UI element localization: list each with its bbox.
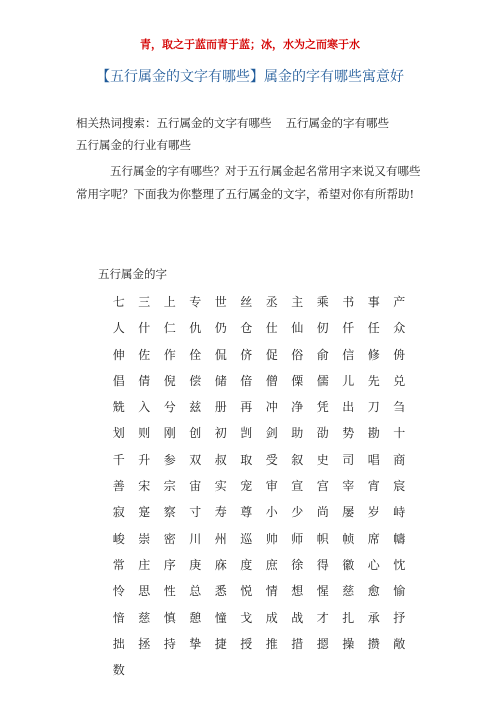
character-cell: 兮 — [163, 400, 176, 415]
character-cell: 性 — [163, 584, 176, 599]
character-cell: 崇 — [138, 531, 151, 546]
character-cell: 岁 — [367, 505, 380, 520]
character-cell: 儿 — [342, 373, 355, 388]
character-cell: 帅 — [265, 531, 278, 546]
character-cell: 宰 — [342, 479, 355, 494]
character-cell: 儒 — [316, 373, 329, 388]
character-cell: 序 — [163, 557, 176, 572]
character-cell: 拙 — [112, 636, 125, 651]
character-cell: 世 — [214, 295, 227, 309]
character-cell: 冲 — [265, 400, 278, 415]
character-cell: 倡 — [112, 373, 125, 388]
character-cell: 双 — [189, 452, 202, 467]
character-cell: 参 — [163, 452, 176, 467]
character-cell: 书 — [342, 295, 355, 309]
character-cell: 攒 — [367, 636, 380, 651]
character-cell: 宣 — [291, 479, 304, 494]
character-cell: 情 — [265, 584, 278, 599]
character-cell: 宠 — [240, 479, 253, 494]
character-cell: 度 — [240, 557, 253, 572]
character-cell: 宗 — [163, 479, 176, 494]
character-cell: 峙 — [393, 505, 406, 520]
character-cell: 宸 — [393, 479, 406, 494]
character-cell: 屡 — [342, 505, 355, 520]
character-cell: 仕 — [265, 321, 278, 336]
character-cell: 刍 — [393, 400, 406, 415]
character-cell: 仓 — [240, 321, 253, 336]
character-cell: 悉 — [214, 584, 227, 599]
character-cell: 帜 — [316, 531, 329, 546]
header-quote: 青，取之于蓝而青于蓝；冰，水为之而寒于水 — [140, 38, 360, 51]
character-cell: 庚 — [189, 557, 202, 572]
character-cell: 憩 — [189, 610, 202, 625]
character-cell: 兑 — [393, 373, 406, 388]
character-cell: 任 — [367, 321, 380, 336]
character-cell: 势 — [342, 426, 355, 441]
intro-paragraph: 五行属金的字有哪些？对于五行属金起名常用字来说又有哪些常用字呢？下面我为你整理了五行属金的文字，希望对你有所帮助! — [76, 164, 421, 201]
character-cell: 叙 — [291, 452, 304, 467]
character-cell: 史 — [316, 452, 329, 467]
character-cell: 战 — [291, 610, 304, 625]
character-cell: 徽 — [342, 557, 355, 572]
character-cell: 惺 — [316, 584, 329, 599]
character-cell: 俗 — [291, 347, 304, 362]
character-cell: 倩 — [138, 373, 151, 388]
character-cell: 愈 — [367, 584, 380, 599]
character-cell: 上 — [163, 295, 176, 309]
character-cell: 俞 — [316, 347, 329, 362]
character-cell: 作 — [163, 347, 176, 362]
character-cell: 宫 — [316, 479, 329, 494]
character-cell: 庶 — [265, 557, 278, 572]
character-cell: 数 — [112, 663, 125, 678]
character-cell: 摁 — [316, 636, 329, 651]
character-cell: 伸 — [112, 347, 125, 362]
character-cell: 小 — [265, 505, 278, 520]
character-cell: 善 — [112, 479, 125, 494]
character-cell: 席 — [367, 531, 380, 546]
character-cell: 少 — [291, 505, 304, 520]
character-cell: 侃 — [214, 347, 227, 362]
keywords-label: 相关热词搜索： — [76, 116, 157, 130]
keyword-link[interactable]: 五行属金的行业有哪些 — [76, 138, 191, 152]
character-cell: 宵 — [367, 479, 380, 494]
character-cell: 捷 — [214, 636, 227, 651]
character-cell: 憧 — [214, 610, 227, 625]
character-cell: 侜 — [393, 347, 406, 362]
character-cell: 册 — [214, 400, 227, 415]
character-cell: 仞 — [316, 321, 329, 336]
keyword-link[interactable]: 五行属金的文字有哪些 — [156, 116, 272, 130]
character-cell: 幬 — [393, 531, 406, 546]
character-cell: 仙 — [291, 321, 304, 336]
character-cell: 愔 — [112, 610, 125, 625]
character-cell: 宙 — [189, 479, 202, 494]
character-cell: 徐 — [291, 557, 304, 572]
character-cell: 庥 — [214, 557, 227, 572]
character-cell: 抒 — [393, 610, 406, 625]
character-cell: 察 — [163, 505, 176, 520]
character-cell: 刚 — [163, 426, 176, 441]
character-cell: 储 — [214, 373, 227, 388]
character-cell: 修 — [367, 347, 380, 362]
character-cell: 丞 — [265, 295, 278, 309]
character-cell: 七 — [112, 295, 125, 309]
character-cell: 挚 — [189, 636, 202, 651]
character-cell: 巡 — [240, 531, 253, 546]
character-cell: 创 — [189, 426, 202, 441]
character-cell: 持 — [163, 636, 176, 651]
character-cell: 得 — [316, 557, 329, 572]
character-cell: 主 — [291, 295, 304, 309]
character-cell: 成 — [265, 610, 278, 625]
character-cell: 寔 — [138, 505, 151, 520]
character-cell: 忱 — [393, 557, 406, 572]
character-cell: 寿 — [214, 505, 227, 520]
character-cell: 仁 — [163, 321, 176, 336]
character-cell: 偣 — [240, 373, 253, 388]
character-cell: 乘 — [316, 295, 329, 309]
character-cell: 则 — [138, 426, 151, 441]
character-cell: 承 — [367, 610, 380, 625]
character-cell: 众 — [393, 321, 406, 336]
character-cell: 刀 — [367, 400, 380, 415]
character-cell: 敞 — [393, 636, 406, 651]
character-cell: 兹 — [189, 400, 202, 415]
character-cell: 川 — [189, 531, 202, 546]
character-cell: 佺 — [189, 347, 202, 362]
character-cell: 司 — [342, 452, 355, 467]
character-cell: 初 — [214, 426, 227, 441]
character-cell: 仟 — [342, 321, 355, 336]
character-cell: 师 — [291, 531, 304, 546]
character-cell: 什 — [138, 321, 151, 336]
character-cell: 剑 — [265, 426, 278, 441]
character-cell: 扎 — [342, 610, 355, 625]
character-cell: 操 — [342, 636, 355, 651]
document-title: 【五行属金的文字有哪些】属金的字有哪些寓意好 — [96, 69, 404, 85]
character-cell: 千 — [112, 452, 125, 467]
character-cell: 僧 — [265, 373, 278, 388]
character-cell: 傈 — [291, 373, 304, 388]
character-cell: 峻 — [112, 531, 125, 546]
character-cell: 宋 — [138, 479, 151, 494]
character-cell: 勘 — [367, 426, 380, 441]
character-cell: 怜 — [112, 584, 125, 599]
character-cell: 升 — [138, 452, 151, 467]
character-cell: 才 — [316, 610, 329, 625]
character-cell: 戈 — [240, 610, 253, 625]
character-cell: 心 — [367, 557, 380, 572]
character-cell: 叔 — [214, 452, 227, 467]
character-cell: 兟 — [112, 400, 125, 415]
character-cell: 仍 — [214, 321, 227, 336]
character-cell: 尊 — [240, 505, 253, 520]
character-cell: 推 — [265, 636, 278, 651]
character-cell: 悦 — [240, 584, 253, 599]
character-cell: 受 — [265, 452, 278, 467]
character-cell: 思 — [138, 584, 151, 599]
character-grid — [106, 292, 412, 686]
character-cell: 审 — [265, 479, 278, 494]
character-cell: 慈 — [342, 584, 355, 599]
character-cell: 先 — [367, 373, 380, 388]
character-cell: 仇 — [189, 321, 202, 336]
character-cell: 想 — [291, 584, 304, 599]
character-cell: 人 — [112, 321, 125, 336]
character-cell: 寸 — [189, 505, 202, 520]
character-cell: 丝 — [240, 295, 253, 309]
character-cell: 州 — [214, 531, 227, 546]
character-cell: 十 — [393, 426, 406, 441]
character-cell: 商 — [393, 452, 406, 467]
character-cell: 净 — [291, 400, 304, 415]
character-cell: 产 — [393, 295, 406, 309]
character-cell: 助 — [291, 426, 304, 441]
character-cell: 出 — [342, 400, 355, 415]
character-cell: 凭 — [316, 400, 329, 415]
character-cell: 偿 — [189, 373, 202, 388]
character-cell: 授 — [240, 636, 253, 651]
character-cell: 专 — [189, 295, 202, 309]
character-cell: 事 — [367, 295, 380, 309]
character-cell: 剀 — [240, 426, 253, 441]
character-cell: 拯 — [138, 636, 151, 651]
character-cell: 愉 — [393, 584, 406, 599]
character-cell: 慈 — [138, 610, 151, 625]
character-cell: 措 — [291, 636, 304, 651]
character-cell: 总 — [189, 584, 202, 599]
related-keywords — [76, 112, 436, 156]
character-cell: 庄 — [138, 557, 151, 572]
character-cell: 取 — [240, 452, 253, 467]
character-cell: 尚 — [316, 505, 329, 520]
character-cell: 再 — [240, 400, 253, 415]
character-cell: 促 — [265, 347, 278, 362]
character-cell: 密 — [163, 531, 176, 546]
character-cell: 寂 — [112, 505, 125, 520]
character-cell: 佐 — [138, 347, 151, 362]
character-cell: 实 — [214, 479, 227, 494]
character-cell: 侪 — [240, 347, 253, 362]
character-cell: 信 — [342, 347, 355, 362]
character-cell: 三 — [138, 295, 151, 309]
character-cell: 帧 — [342, 531, 355, 546]
section-title: 五行属金的字 — [98, 267, 167, 281]
character-cell: 唱 — [367, 452, 380, 467]
character-cell: 劭 — [316, 426, 329, 441]
character-cell: 慎 — [163, 610, 176, 625]
character-cell: 入 — [138, 400, 151, 415]
character-cell: 倪 — [163, 373, 176, 388]
keyword-link[interactable]: 五行属金的字有哪些 — [285, 116, 389, 130]
character-cell: 常 — [112, 557, 125, 572]
character-cell: 划 — [112, 426, 125, 441]
